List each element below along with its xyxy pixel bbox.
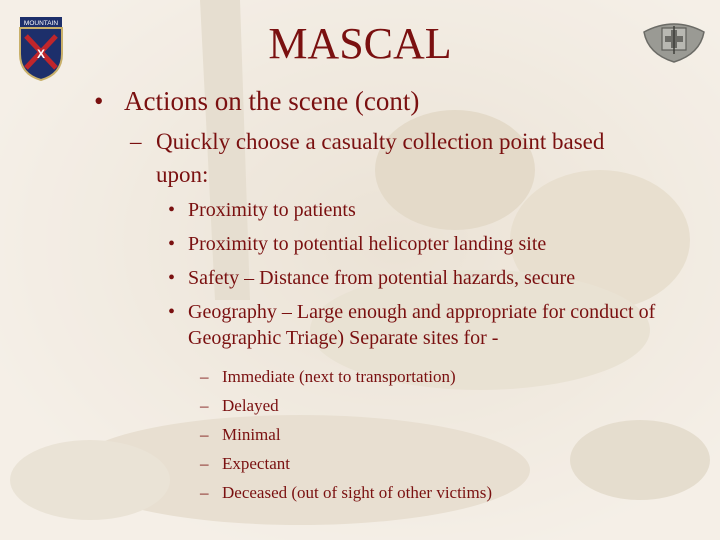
dash-mark: –: [200, 425, 209, 444]
list-item: [200, 478, 620, 507]
dash-mark: –: [200, 367, 209, 386]
dash-mark: –: [200, 483, 209, 502]
list-item: [200, 420, 620, 449]
list-item: [168, 197, 688, 223]
sites-list: [200, 362, 620, 507]
list-item: [200, 391, 620, 420]
svg-text:MOUNTAIN: MOUNTAIN: [23, 20, 59, 27]
bullet-mark: •: [168, 267, 176, 289]
criteria-text: Proximity to potential helicopter landing site: [188, 233, 547, 255]
criteria-text: Safety – Distance from potential hazards, secure: [188, 267, 576, 289]
site-text: Minimal: [222, 425, 281, 444]
dash-mark: –: [200, 396, 209, 415]
list-item: [168, 299, 688, 351]
main-bullet-text: Actions on the scene (cont): [124, 86, 420, 116]
bullet-mark: •: [168, 301, 176, 323]
list-item: [200, 449, 620, 478]
site-text: Immediate (next to transportation): [222, 367, 456, 386]
dash-mark: –: [130, 129, 142, 154]
criteria-text: Geography – Large enough and appropriate for conduct of Geographic Triage) Separate sites for -: [188, 301, 656, 349]
svg-text:X: X: [36, 47, 46, 61]
site-text: Expectant: [222, 454, 290, 473]
site-text: Deceased (out of sight of other victims): [222, 483, 493, 502]
list-item: [168, 231, 688, 257]
site-text: Delayed: [222, 396, 279, 415]
criteria-list: [168, 197, 688, 359]
sub-bullet-text: Quickly choose a casualty collection point based upon:: [156, 129, 605, 187]
list-item: [168, 265, 688, 291]
list-item: [200, 362, 620, 391]
bullet-mark: •: [168, 199, 176, 221]
bullet-mark: •: [168, 233, 176, 255]
slide-title: MASCAL: [268, 19, 452, 68]
dash-mark: –: [200, 454, 209, 473]
bullet-mark: •: [94, 86, 104, 116]
criteria-text: Proximity to patients: [188, 199, 356, 221]
